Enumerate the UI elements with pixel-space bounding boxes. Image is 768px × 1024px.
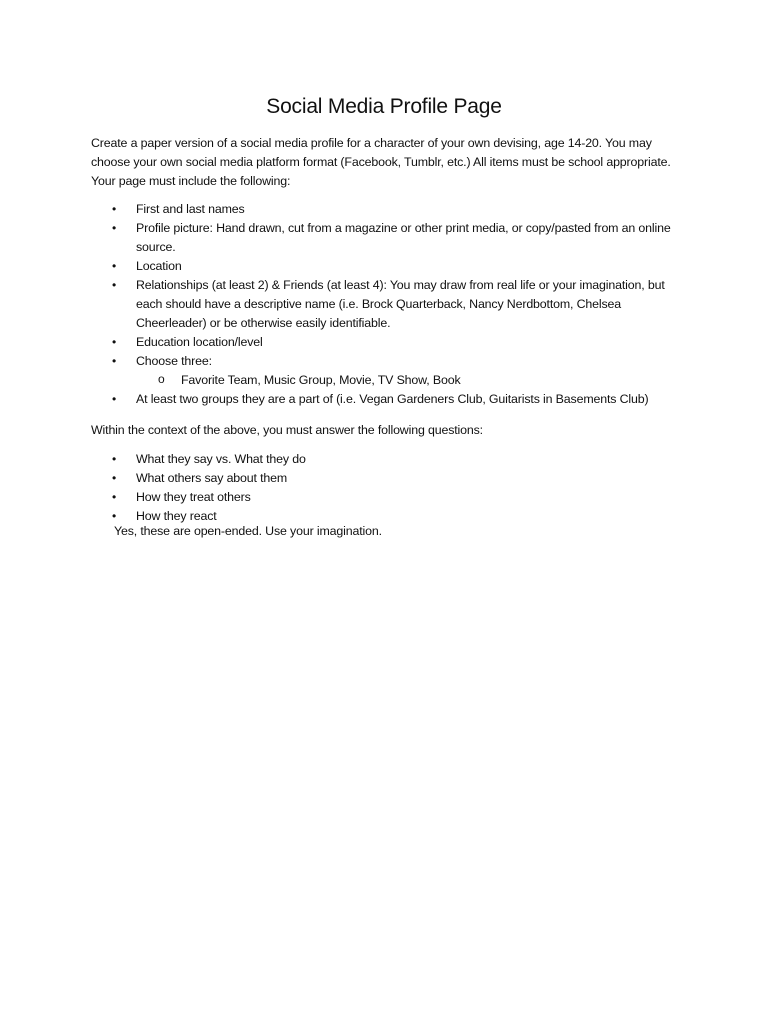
bullet-icon: • [112,221,117,235]
bullet-icon: • [112,392,117,406]
list-item-text: What they say vs. What they do [136,452,306,466]
bullet-icon: • [112,471,117,485]
list-item [0,276,676,333]
list-item [0,333,676,352]
list-item-text: Location [136,259,182,273]
list-item-text: Profile picture: Hand drawn, cut from a magazine or other print media, or copy/pasted from an online source. [136,221,671,254]
list-item [0,257,676,276]
bullet-icon: • [112,509,117,523]
closing-line: Yes, these are open-ended. Use your imagination. [114,524,382,538]
bullet-icon: • [112,202,117,216]
bullet-icon: • [112,354,117,368]
bullet-icon: • [112,335,117,349]
bullet-icon: • [112,452,117,466]
list-item-text: Relationships (at least 2) & Friends (at least 4): You may draw from real life or your imagination, but each should have a descriptive name (i.e. Brock Quarterback, Nancy Nerdbottom, Chelsea Cheerleader) or be otherwise easily identifiable. [136,278,665,330]
questions-list [0,450,676,526]
bullet-icon: • [112,278,117,292]
sub-list [136,371,676,390]
list-item [0,219,676,257]
intro-paragraph: Create a paper version of a social media profile for a character of your own devising, age 14-20. You may choose your own social media platform format (Facebook, Tumblr, etc.) All items must be school appropriate. Your page must include the following: [91,136,671,188]
list-item-text: At least two groups they are a part of (i.e. Vegan Gardeners Club, Guitarists in Basements Club) [136,392,649,406]
context-paragraph: Within the context of the above, you must answer the following questions: [91,423,483,437]
list-item-text: How they treat others [136,490,251,504]
circle-bullet-icon: o [158,372,165,386]
list-item-text: Education location/level [136,335,263,349]
bullet-icon: • [112,490,117,504]
list-item [0,200,676,219]
bullet-icon: • [112,259,117,273]
page-title: Social Media Profile Page [266,95,502,118]
list-item-text: What others say about them [136,471,288,485]
list-item [0,450,676,469]
list-item-text: First and last names [136,202,245,216]
list-item [0,469,676,488]
requirements-list [0,200,676,409]
sub-list-item-text: Favorite Team, Music Group, Movie, TV Show, Book [181,373,461,387]
list-item-text: How they react [136,509,217,523]
list-item [0,488,676,507]
list-item [0,352,676,390]
sub-list-item [136,371,661,390]
list-item [0,390,676,409]
list-item-text: Choose three: [136,354,212,368]
